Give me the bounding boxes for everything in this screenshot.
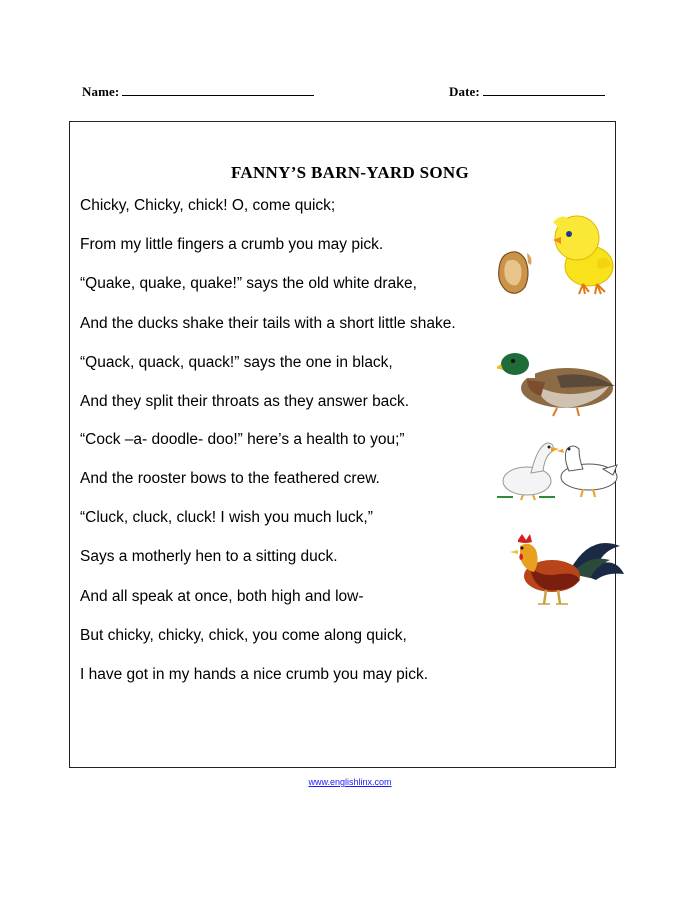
name-blank-line[interactable] (122, 83, 314, 96)
footer-website-link[interactable]: www.englishlinx.com (308, 777, 392, 787)
date-blank-line[interactable] (483, 83, 605, 96)
mallard-duck-illustration (497, 346, 625, 418)
poem-line: But chicky, chicky, chick, you come along quick, (80, 627, 407, 644)
poem-title: FANNY’S BARN-YARD SONG (230, 163, 469, 182)
date-label: Date: (449, 84, 480, 99)
chick-illustration (549, 210, 621, 295)
poem-line: “Cock –a- doodle- doo!” here’s a health to you;” (80, 431, 405, 448)
white-ducks-illustration (493, 437, 625, 501)
name-field (82, 83, 314, 100)
poem-line: And they split their throats as they answer back. (80, 393, 410, 410)
rooster-illustration (500, 534, 624, 608)
crumb-illustration (495, 247, 535, 297)
poem-line: Says a motherly hen to a sitting duck. (80, 548, 338, 565)
name-label: Name: (82, 84, 120, 99)
poem-line: And all speak at once, both high and low- (80, 588, 364, 605)
poem-line: I have got in my hands a nice crumb you may pick. (80, 666, 429, 683)
poem-line: And the rooster bows to the feathered crew. (80, 470, 380, 487)
date-field (449, 83, 605, 100)
poem-line: “Quake, quake, quake!” says the old white drake, (80, 275, 417, 292)
poem-line: And the ducks shake their tails with a short little shake. (80, 315, 456, 332)
poem-line: “Quack, quack, quack!” says the one in black, (80, 354, 393, 371)
poem-line: “Cluck, cluck, cluck! I wish you much luck,” (80, 509, 373, 526)
poem-line: From my little fingers a crumb you may pick. (80, 236, 384, 253)
poem-line: Chicky, Chicky, chick! O, come quick; (80, 197, 336, 214)
